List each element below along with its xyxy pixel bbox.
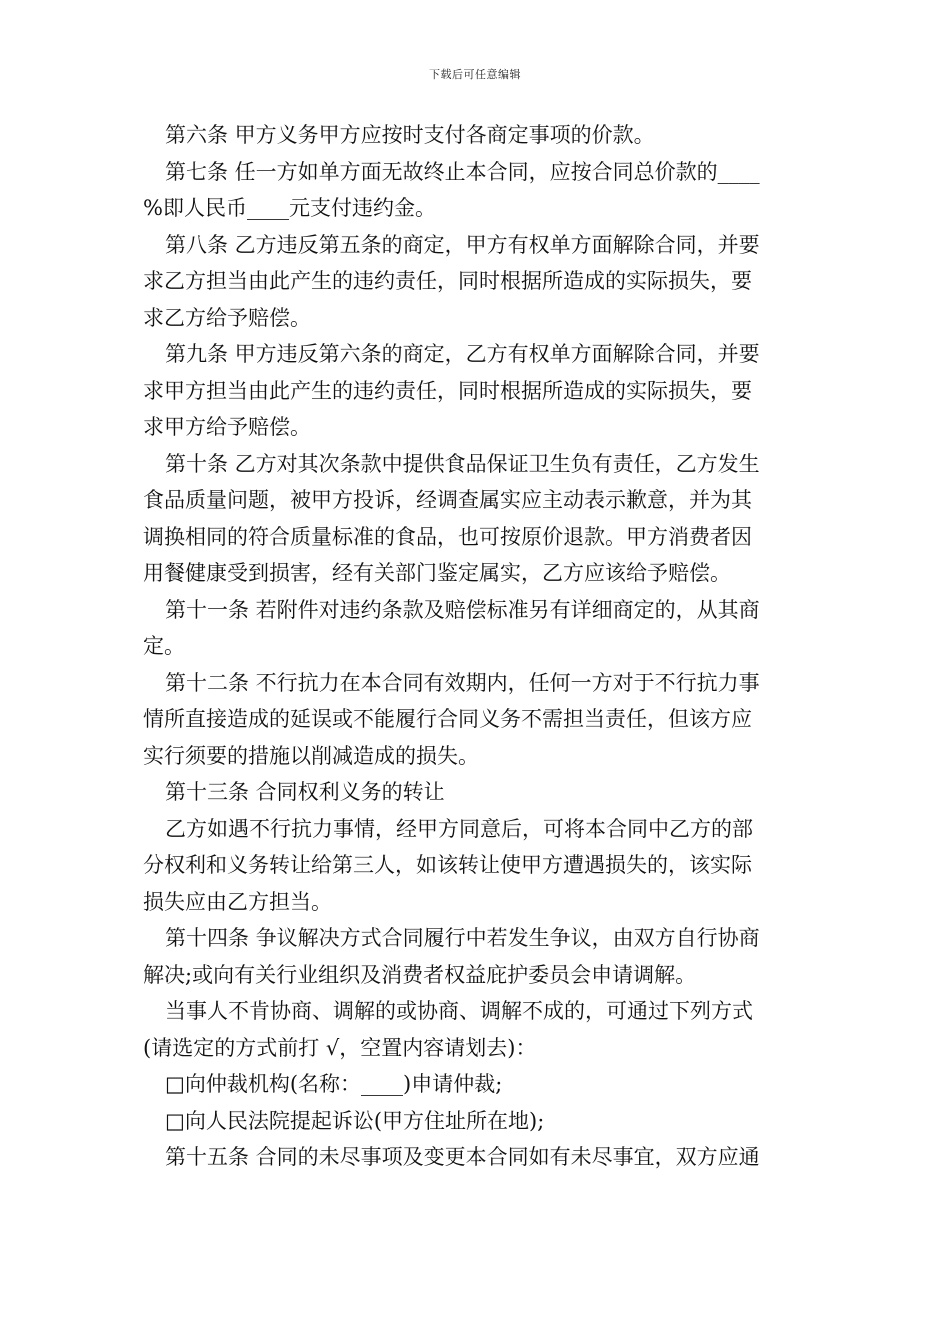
paragraph-line	[143, 373, 806, 410]
paragraph-line	[143, 884, 806, 921]
contract-paragraph	[143, 227, 806, 337]
paragraph-line	[143, 1139, 806, 1176]
line-text: 食品质量问题，被甲方投诉，经调查属实应主动表示歉意，并为其	[143, 488, 752, 512]
line-text: 第六条 甲方义务甲方应按时支付各商定事项的价款。	[165, 123, 655, 147]
line-text: 求乙方担当由此产生的违约责任，同时根据所造成的实际损失，要	[143, 269, 752, 293]
paragraph-line	[143, 1066, 806, 1103]
paragraph-line	[143, 1030, 806, 1067]
contract-paragraph	[143, 811, 806, 921]
document-body	[143, 117, 806, 1176]
contract-paragraph	[143, 446, 806, 592]
line-text: (请选定的方式前打 √，空置内容请划去)：	[143, 1035, 537, 1060]
line-text: 求甲方给予赔偿。	[143, 415, 311, 439]
line-text: 实行须要的措施以削减造成的损失。	[143, 743, 479, 768]
line-text: 第十四条 争议解决方式合同履行中若发生争议，由双方自行协商	[165, 926, 760, 950]
paragraph-line	[143, 957, 806, 994]
line-text: 第十三条 合同权利义务的转让	[165, 780, 445, 804]
line-text: 求乙方给予赔偿。	[143, 305, 311, 330]
paragraph-line	[143, 847, 806, 884]
contract-paragraph	[143, 592, 806, 665]
paragraph-line	[143, 154, 806, 191]
paragraph-line	[143, 774, 806, 811]
contract-paragraph	[143, 117, 806, 154]
line-text: 调换相同的符合质量标准的食品，也可按原价退款。甲方消费者因	[143, 524, 752, 549]
contract-paragraph	[143, 774, 806, 811]
contract-paragraph	[143, 1139, 806, 1176]
line-text: 第十条 乙方对其次条款中提供食品保证卫生负有责任，乙方发生	[165, 451, 760, 476]
paragraph-line	[143, 738, 806, 775]
paragraph-line	[143, 190, 806, 227]
line-text: □向仲裁机构(名称：____)申请仲裁;	[165, 1072, 503, 1096]
paragraph-line	[143, 263, 806, 300]
line-text: 情所直接造成的延误或不能履行合同义务不需担当责任，但该方应	[143, 707, 752, 731]
contract-paragraph	[143, 154, 806, 227]
line-text: 第十二条 不行抗力在本合同有效期内，任何一方对于不行抗力事	[165, 670, 760, 695]
line-text: 第十五条 合同的未尽事项及变更本合同如有未尽事宜，双方应通	[165, 1145, 760, 1169]
contract-paragraph	[143, 336, 806, 446]
paragraph-line	[143, 1103, 806, 1140]
line-text: 求甲方担当由此产生的违约责任，同时根据所造成的实际损失，要	[143, 378, 752, 403]
page-header-note: 下载后可任意编辑	[429, 68, 521, 81]
paragraph-line	[143, 227, 806, 264]
paragraph-line	[143, 446, 806, 483]
line-text: 第七条 任一方如单方面无故终止本合同，应按合同总价款的____	[165, 159, 760, 184]
paragraph-line	[143, 300, 806, 337]
contract-paragraph	[143, 920, 806, 993]
contract-paragraph	[143, 665, 806, 775]
line-text: 定。	[143, 634, 185, 658]
paragraph-line	[143, 701, 806, 738]
contract-paragraph	[143, 993, 806, 1066]
line-text: %即人民币____元支付违约金。	[143, 196, 436, 220]
paragraph-line	[143, 555, 806, 592]
line-text: 当事人不肯协商、调解的或协商、调解不成的，可通过下列方式	[165, 999, 753, 1023]
line-text: 第九条 甲方违反第六条的商定，乙方有权单方面解除合同，并要	[165, 342, 760, 366]
contract-paragraph	[143, 1103, 806, 1140]
paragraph-line	[143, 409, 806, 446]
paragraph-line	[143, 811, 806, 848]
line-text: 第十一条 若附件对违约条款及赔偿标准另有详细商定的，从其商	[165, 597, 760, 622]
line-text: □向人民法院提起诉讼(甲方住址所在地);	[165, 1108, 545, 1133]
line-text: 第八条 乙方违反第五条的商定，甲方有权单方面解除合同，并要	[165, 232, 760, 257]
line-text: 解决;或向有关行业组织及消费者权益庇护委员会申请调解。	[143, 962, 697, 987]
paragraph-line	[143, 519, 806, 556]
paragraph-line	[143, 665, 806, 702]
line-text: 分权利和义务转让给第三人，如该转让使甲方遭遇损失的，该实际	[143, 853, 752, 877]
paragraph-line	[143, 920, 806, 957]
contract-paragraph	[143, 1066, 806, 1103]
line-text: 乙方如遇不行抗力事情，经甲方同意后，可将本合同中乙方的部	[165, 816, 753, 841]
line-text: 用餐健康受到损害，经有关部门鉴定属实，乙方应该给予赔偿。	[143, 561, 731, 585]
paragraph-line	[143, 336, 806, 373]
paragraph-line	[143, 592, 806, 629]
paragraph-line	[143, 628, 806, 665]
paragraph-line	[143, 993, 806, 1030]
paragraph-line	[143, 482, 806, 519]
line-text: 损失应由乙方担当。	[143, 889, 332, 914]
paragraph-line	[143, 117, 806, 154]
